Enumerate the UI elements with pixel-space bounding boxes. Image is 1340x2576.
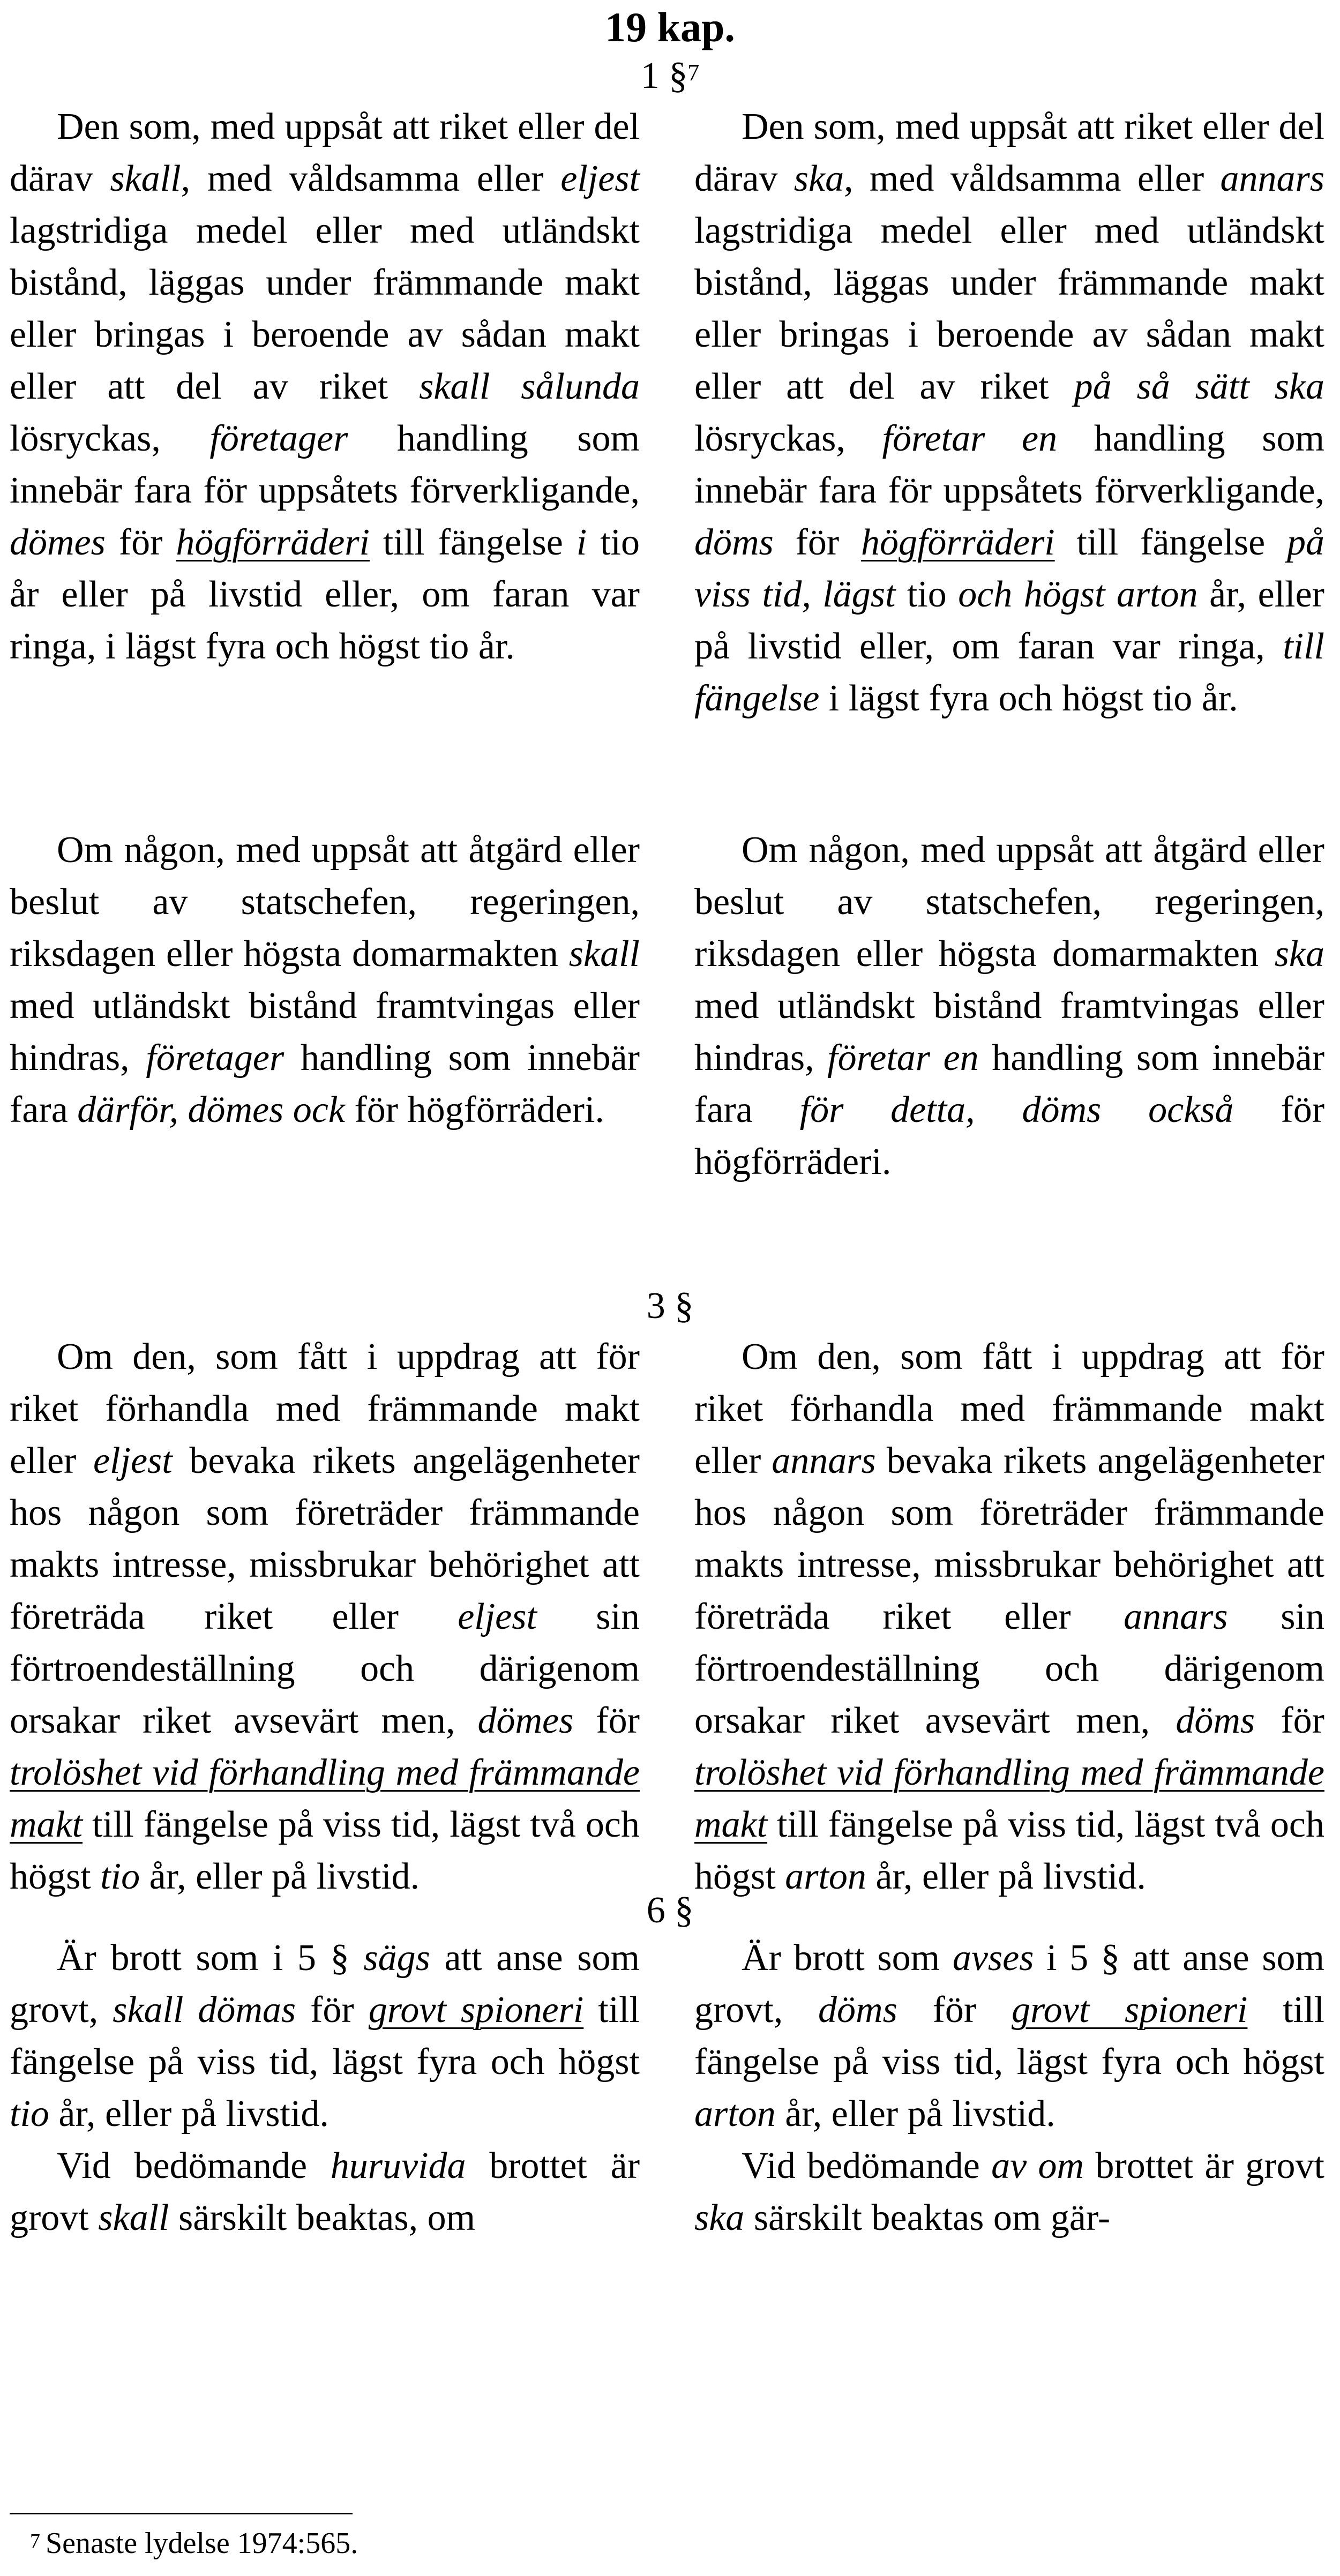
left-section-1b — [10, 824, 640, 1136]
section-1-label: 1 § — [640, 55, 688, 96]
section-1-heading — [0, 54, 1340, 99]
footnote — [30, 2525, 358, 2562]
right-s3-paragraph: Om den, som fått i uppdrag att för riket förhandla med främmande makt eller annars bevaka rikets angelägenheter hos någon som företräder främmande makts intresse, missbrukar behörighet att företräda riket eller annars sin förtroendeställning och därigenom orsakar riket avsevärt men, döms för trolöshet vid förhandling med främmande makt till fängelse på viss tid, lägst två och högst arton år, eller på livstid. — [694, 1336, 1324, 1897]
left-s3-paragraph: Om den, som fått i uppdrag att för riket förhandla med främmande makt eller eljest bevaka rikets angelägenheter hos någon som företräder främmande makts intresse, missbrukar behörighet att företräda riket eller eljest sin förtroendeställning och därigenom orsakar riket avsevärt men, dömes för trolöshet vid förhandling med främmande makt till fängelse på viss tid, lägst två och högst tio år, eller på livstid. — [10, 1336, 640, 1897]
chapter-heading: 19 kap. — [605, 4, 735, 50]
left-section-6 — [10, 1932, 640, 2244]
footnote-number: 7 — [30, 2530, 40, 2552]
left-s6-paragraph-2: Vid bedömande huruvida brottet är grovt skall särskilt beaktas, om — [10, 2145, 640, 2238]
right-term-hogforraderi: högförräderi — [860, 522, 1055, 563]
right-s1-paragraph-1: Den som, med uppsåt att riket eller del därav ska, med våldsamma eller annars lagstridiga medel eller med utländskt bistånd, läggas under främmande makt eller bringas i beroende av sådan makt eller att del av riket på så sätt ska lösryckas, företar en handling som innebär fara för uppsåtets förverkligande, döms för högförräderi till fängelse på viss tid, lägst tio och högst arton år, eller på livstid eller, om faran var ringa, till fängelse i lägst fyra och högst tio år. — [694, 106, 1324, 719]
right-section-1 — [694, 101, 1324, 724]
section-6-heading: 6 § — [646, 1890, 694, 1931]
left-section-1 — [10, 101, 640, 672]
left-s1-paragraph-2: Om någon, med uppsåt att åtgärd eller beslut av statschefen, regeringen, riksdagen eller högsta domarmakten skall med utländskt bistånd framtvingas eller hindras, företager handling som innebär fara därför, dömes ock för högförräderi. — [10, 829, 640, 1130]
left-term-troloshet: trolöshet vid förhandling med främmande makt — [10, 1752, 640, 1845]
right-section-3 — [694, 1331, 1324, 1903]
right-term-grovt-spioneri: grovt spioneri — [1012, 1989, 1248, 2031]
section-3-heading: 3 § — [646, 1285, 694, 1327]
right-section-1b — [694, 824, 1324, 1188]
footnote-divider — [10, 2513, 353, 2514]
left-s6-paragraph-1: Är brott som i 5 § sägs att anse som grovt, skall dömas för grovt spioneri till fängelse på viss tid, lägst fyra och högst tio år, eller på livstid. — [10, 1937, 640, 2135]
footnote-reference: 7 — [687, 59, 700, 86]
footnote-text: Senaste lydelse 1974:565. — [46, 2527, 358, 2560]
right-s6-paragraph-2: Vid bedömande av om brottet är grovt ska särskilt beaktas om gär- — [694, 2145, 1324, 2238]
left-term-hogforraderi: högförräderi — [176, 522, 370, 563]
right-term-troloshet: trolöshet vid förhandling med främmande makt — [694, 1752, 1324, 1845]
right-s6-paragraph-1: Är brott som avses i 5 § att anse som grovt, döms för grovt spioneri till fängelse på viss tid, lägst fyra och högst arton år, eller på livstid. — [694, 1937, 1325, 2135]
right-s1-paragraph-2: Om någon, med uppsåt att åtgärd eller beslut av statschefen, regeringen, riksdagen eller högsta domarmakten ska med utländskt bistånd framtvingas eller hindras, företar en handling som innebär fara för detta, döms också för högförräderi. — [694, 829, 1325, 1182]
left-section-3 — [10, 1331, 640, 1903]
right-section-6 — [694, 1932, 1324, 2244]
left-term-grovt-spioneri: grovt spioneri — [368, 1989, 584, 2031]
left-s1-paragraph-1: Den som, med uppsåt att riket eller del därav skall, med våldsamma eller eljest lagstridiga medel eller med utländskt bistånd, läggas under främmande makt eller bringas i beroende av sådan makt eller att del av riket skall sålunda lösryckas, företager handling som innebär fara för uppsåtets förverkligande, dömes för högförräderi till fängelse i tio år eller på livstid eller, om faran var ringa, i lägst fyra och högst tio år. — [10, 106, 640, 667]
